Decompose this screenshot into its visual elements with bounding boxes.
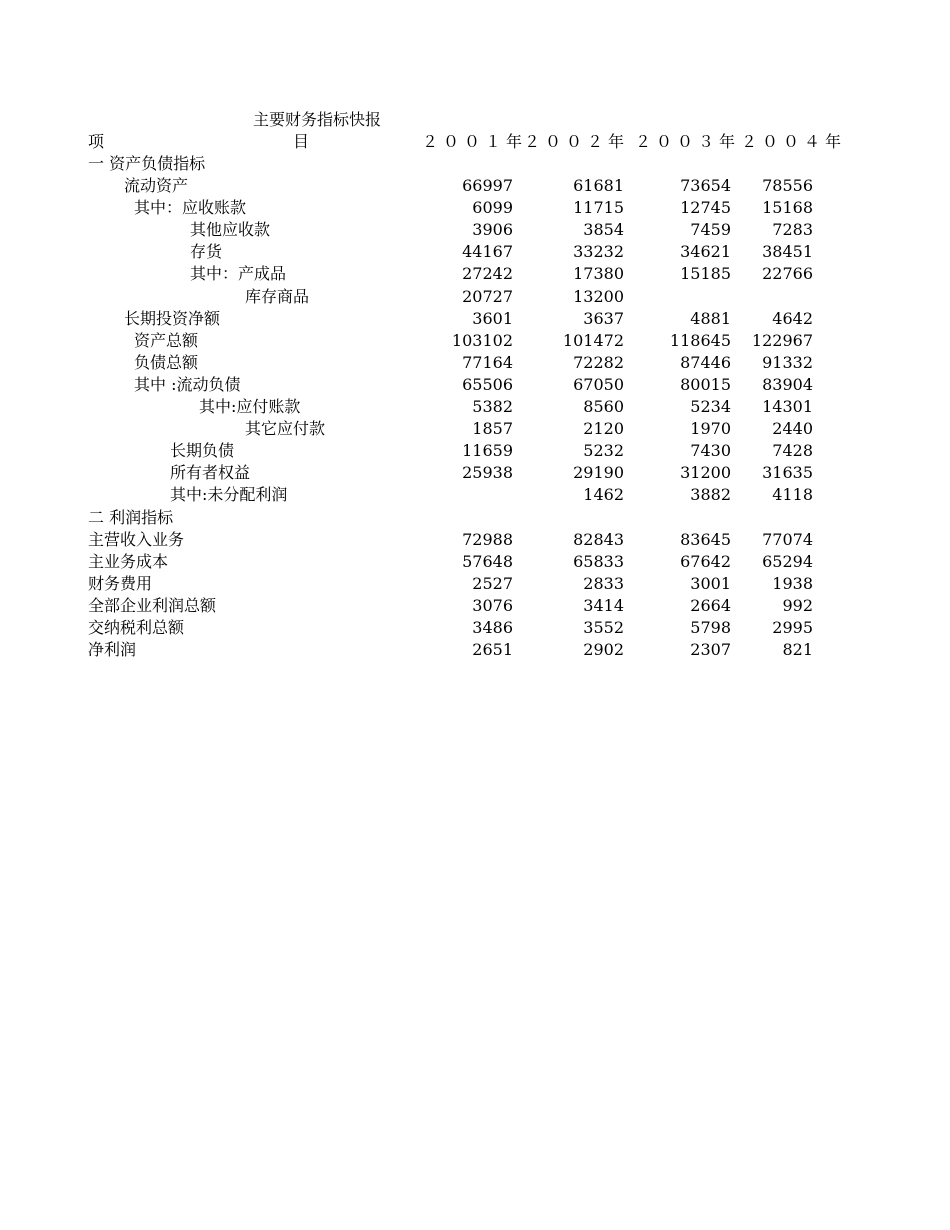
cell-value: 4642 — [772, 308, 813, 328]
table-row — [0, 617, 950, 639]
header-year-2004: ２００４年 — [741, 132, 847, 151]
row-label: 资产总额 — [134, 330, 199, 350]
report-title: 主要财务指标快报 — [253, 110, 382, 129]
table-row — [0, 153, 950, 175]
cell-value: 44167 — [462, 242, 513, 262]
cell-value: 103102 — [451, 330, 513, 350]
cell-value: 13200 — [573, 286, 624, 306]
cell-value: 61681 — [573, 176, 624, 196]
cell-value: 3906 — [472, 220, 513, 240]
cell-value: 14301 — [762, 397, 813, 417]
cell-value: 31635 — [762, 463, 813, 483]
cell-value: 1938 — [772, 573, 813, 593]
row-label: 其中:未分配利润 — [170, 485, 288, 505]
row-label: 净利润 — [88, 640, 137, 660]
cell-value: 17380 — [573, 264, 624, 284]
cell-value: 6099 — [472, 198, 513, 218]
table-row — [0, 175, 950, 197]
table-row — [0, 263, 950, 285]
cell-value: 72282 — [573, 352, 624, 372]
cell-value: 65294 — [762, 551, 813, 571]
table-row — [0, 418, 950, 440]
cell-value: 67050 — [573, 374, 624, 394]
cell-value: 5232 — [583, 441, 624, 461]
row-label: 其中:应付账款 — [199, 397, 301, 417]
cell-value: 3486 — [472, 617, 513, 637]
cell-value: 7283 — [772, 220, 813, 240]
row-label: 其他应收款 — [190, 220, 271, 240]
cell-value: 11715 — [573, 198, 624, 218]
cell-value: 65506 — [462, 374, 513, 394]
cell-value: 5382 — [472, 397, 513, 417]
cell-value: 25938 — [462, 463, 513, 483]
cell-value: 15185 — [680, 264, 731, 284]
cell-value: 34621 — [680, 242, 731, 262]
cell-value: 77074 — [762, 529, 813, 549]
cell-value: 2902 — [583, 640, 624, 660]
cell-value: 2527 — [472, 573, 513, 593]
header-item-right: 目 — [293, 132, 310, 151]
row-label: 财务费用 — [88, 573, 153, 593]
cell-value: 83904 — [762, 374, 813, 394]
cell-value: 118645 — [669, 330, 731, 350]
cell-value: 1857 — [472, 419, 513, 439]
table-row — [0, 374, 950, 396]
cell-value: 992 — [782, 595, 813, 615]
cell-value: 38451 — [762, 242, 813, 262]
data-table — [0, 153, 950, 661]
cell-value: 91332 — [762, 352, 813, 372]
table-row — [0, 330, 950, 352]
cell-value: 7430 — [690, 441, 731, 461]
row-label: 其中：应收账款 — [134, 198, 247, 218]
cell-value: 82843 — [573, 529, 624, 549]
row-label: 主营收入业务 — [88, 529, 185, 549]
cell-value: 3601 — [472, 308, 513, 328]
cell-value: 3552 — [583, 617, 624, 637]
table-row — [0, 241, 950, 263]
table-row — [0, 507, 950, 529]
cell-value: 3854 — [583, 220, 624, 240]
cell-value: 78556 — [762, 176, 813, 196]
table-row — [0, 573, 950, 595]
table-row — [0, 639, 950, 661]
cell-value: 5234 — [690, 397, 731, 417]
header-year-2001: ２００１年 — [422, 132, 528, 151]
cell-value: 2440 — [772, 419, 813, 439]
cell-value: 77164 — [462, 352, 513, 372]
cell-value: 12745 — [680, 198, 731, 218]
cell-value: 2307 — [690, 640, 731, 660]
table-row — [0, 551, 950, 573]
table-row — [0, 286, 950, 308]
table-row — [0, 595, 950, 617]
cell-value: 66997 — [462, 176, 513, 196]
cell-value: 65833 — [573, 551, 624, 571]
cell-value: 3076 — [472, 595, 513, 615]
row-label: 一 资产负债指标 — [88, 154, 206, 173]
cell-value: 72988 — [462, 529, 513, 549]
cell-value: 22766 — [762, 264, 813, 284]
cell-value: 122967 — [751, 330, 813, 350]
cell-value: 67642 — [680, 551, 731, 571]
cell-value: 2120 — [583, 419, 624, 439]
cell-value: 31200 — [680, 463, 731, 483]
cell-value: 2833 — [583, 573, 624, 593]
cell-value: 3882 — [690, 485, 731, 505]
cell-value: 11659 — [462, 441, 513, 461]
cell-value: 821 — [782, 640, 813, 660]
cell-value: 3001 — [690, 573, 731, 593]
cell-value: 83645 — [680, 529, 731, 549]
cell-value: 57648 — [462, 551, 513, 571]
cell-value: 27242 — [462, 264, 513, 284]
row-label: 二 利润指标 — [88, 507, 174, 527]
table-row — [0, 308, 950, 330]
cell-value: 87446 — [680, 352, 731, 372]
header-item-left: 项 — [88, 132, 105, 151]
row-label: 流动资产 — [124, 176, 189, 196]
cell-value: 73654 — [680, 176, 731, 196]
row-label: 库存商品 — [245, 286, 310, 306]
table-row — [0, 529, 950, 551]
row-label: 其中：产成品 — [190, 264, 287, 284]
cell-value: 15168 — [762, 198, 813, 218]
cell-value: 29190 — [573, 463, 624, 483]
table-row — [0, 219, 950, 241]
cell-value: 8560 — [583, 397, 624, 417]
cell-value: 2664 — [690, 595, 731, 615]
table-row — [0, 352, 950, 374]
row-label: 所有者权益 — [170, 463, 251, 483]
table-row — [0, 396, 950, 418]
row-label: 其中 :流动负债 — [134, 374, 241, 394]
cell-value: 4881 — [690, 308, 731, 328]
row-label: 交纳税利总额 — [88, 617, 185, 637]
table-row — [0, 484, 950, 506]
cell-value: 1970 — [690, 419, 731, 439]
cell-value: 4118 — [772, 485, 813, 505]
row-label: 主业务成本 — [88, 551, 169, 571]
table-row — [0, 197, 950, 219]
cell-value: 1462 — [583, 485, 624, 505]
row-label: 长期投资净额 — [124, 308, 221, 328]
cell-value: 20727 — [462, 286, 513, 306]
cell-value: 3637 — [583, 308, 624, 328]
cell-value: 5798 — [690, 617, 731, 637]
row-label: 全部企业利润总额 — [88, 595, 217, 615]
cell-value: 101472 — [562, 330, 624, 350]
cell-value: 7428 — [772, 441, 813, 461]
cell-value: 33232 — [573, 242, 624, 262]
header-year-2002: ２００２年 — [524, 132, 630, 151]
table-row — [0, 462, 950, 484]
table-row — [0, 440, 950, 462]
row-label: 负债总额 — [134, 352, 199, 372]
row-label: 其它应付款 — [245, 419, 326, 439]
row-label: 存货 — [190, 242, 223, 262]
cell-value: 7459 — [690, 220, 731, 240]
cell-value: 80015 — [680, 374, 731, 394]
row-label: 长期负债 — [170, 441, 235, 461]
cell-value: 3414 — [583, 595, 624, 615]
cell-value: 2651 — [472, 640, 513, 660]
cell-value: 2995 — [772, 617, 813, 637]
header-year-2003: ２００３年 — [635, 132, 741, 151]
